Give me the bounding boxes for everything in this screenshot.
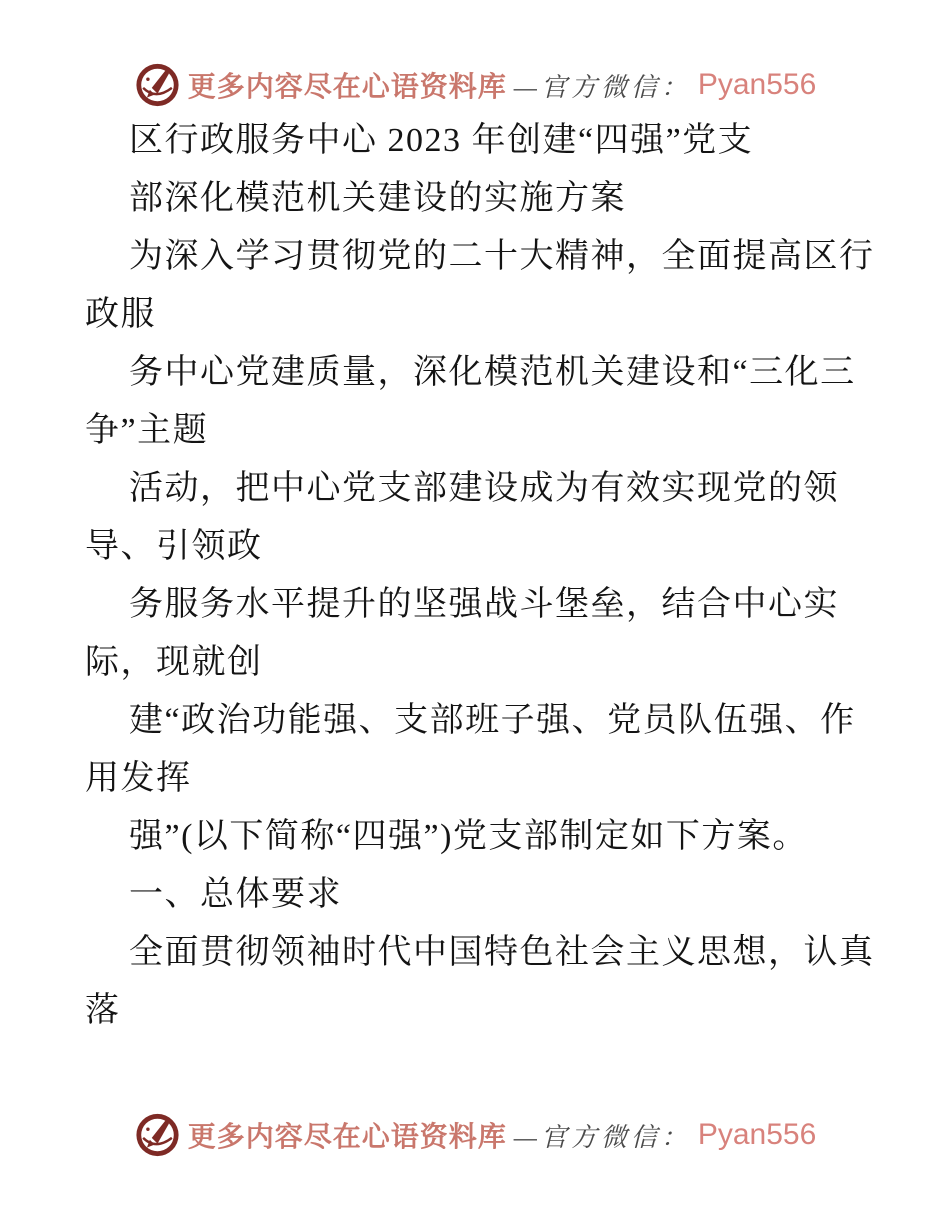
- title-line: 部深化模范机关建设的实施方案: [129, 180, 626, 217]
- watermark-wechat-account: Pyan556: [697, 68, 817, 101]
- document-line: 务服务水平提升的坚强战斗堡垒，结合中心实: [129, 586, 839, 623]
- watermark-brand-text: 更多内容尽在心语资料库: [187, 72, 507, 103]
- header-watermark: [0, 62, 950, 108]
- document-line: 用发挥: [85, 760, 192, 797]
- document-line: 全面贯彻领袖时代中国特色社会主义思想，认真: [129, 934, 875, 971]
- section-heading-line: 一、总体要求: [129, 876, 342, 913]
- brand-logo-icon: [134, 62, 181, 108]
- document-line: 务中心党建质量，深化模范机关建设和“三化三: [129, 354, 856, 391]
- brand-logo-icon: [134, 1112, 181, 1158]
- watermark-wechat-label: —官方微信：: [513, 72, 691, 102]
- watermark-brand-text: 更多内容尽在心语资料库: [187, 1122, 507, 1153]
- watermark-wechat-account: Pyan556: [697, 1118, 817, 1151]
- document-line: 争”主题: [85, 412, 209, 449]
- document-line: 建“政治功能强、支部班子强、党员队伍强、作: [129, 702, 856, 739]
- watermark-wechat-label: —官方微信：: [513, 1122, 691, 1152]
- footer-watermark: [0, 1112, 950, 1158]
- document-line: 强”(以下简称“四强”)党支部制定如下方案。: [129, 818, 808, 855]
- document-line: 落: [85, 992, 121, 1029]
- document-line: 际，现就创: [85, 644, 263, 681]
- document-line: 活动，把中心党支部建设成为有效实现党的领: [129, 470, 839, 507]
- document-line: 导、引领政: [85, 528, 263, 565]
- document-line: 为深入学习贯彻党的二十大精神，全面提高区行: [129, 238, 875, 275]
- document-content: [85, 112, 875, 1040]
- title-line: 区行政服务中心 2023 年创建“四强”党支: [129, 122, 754, 159]
- document-line: 政服: [85, 296, 156, 333]
